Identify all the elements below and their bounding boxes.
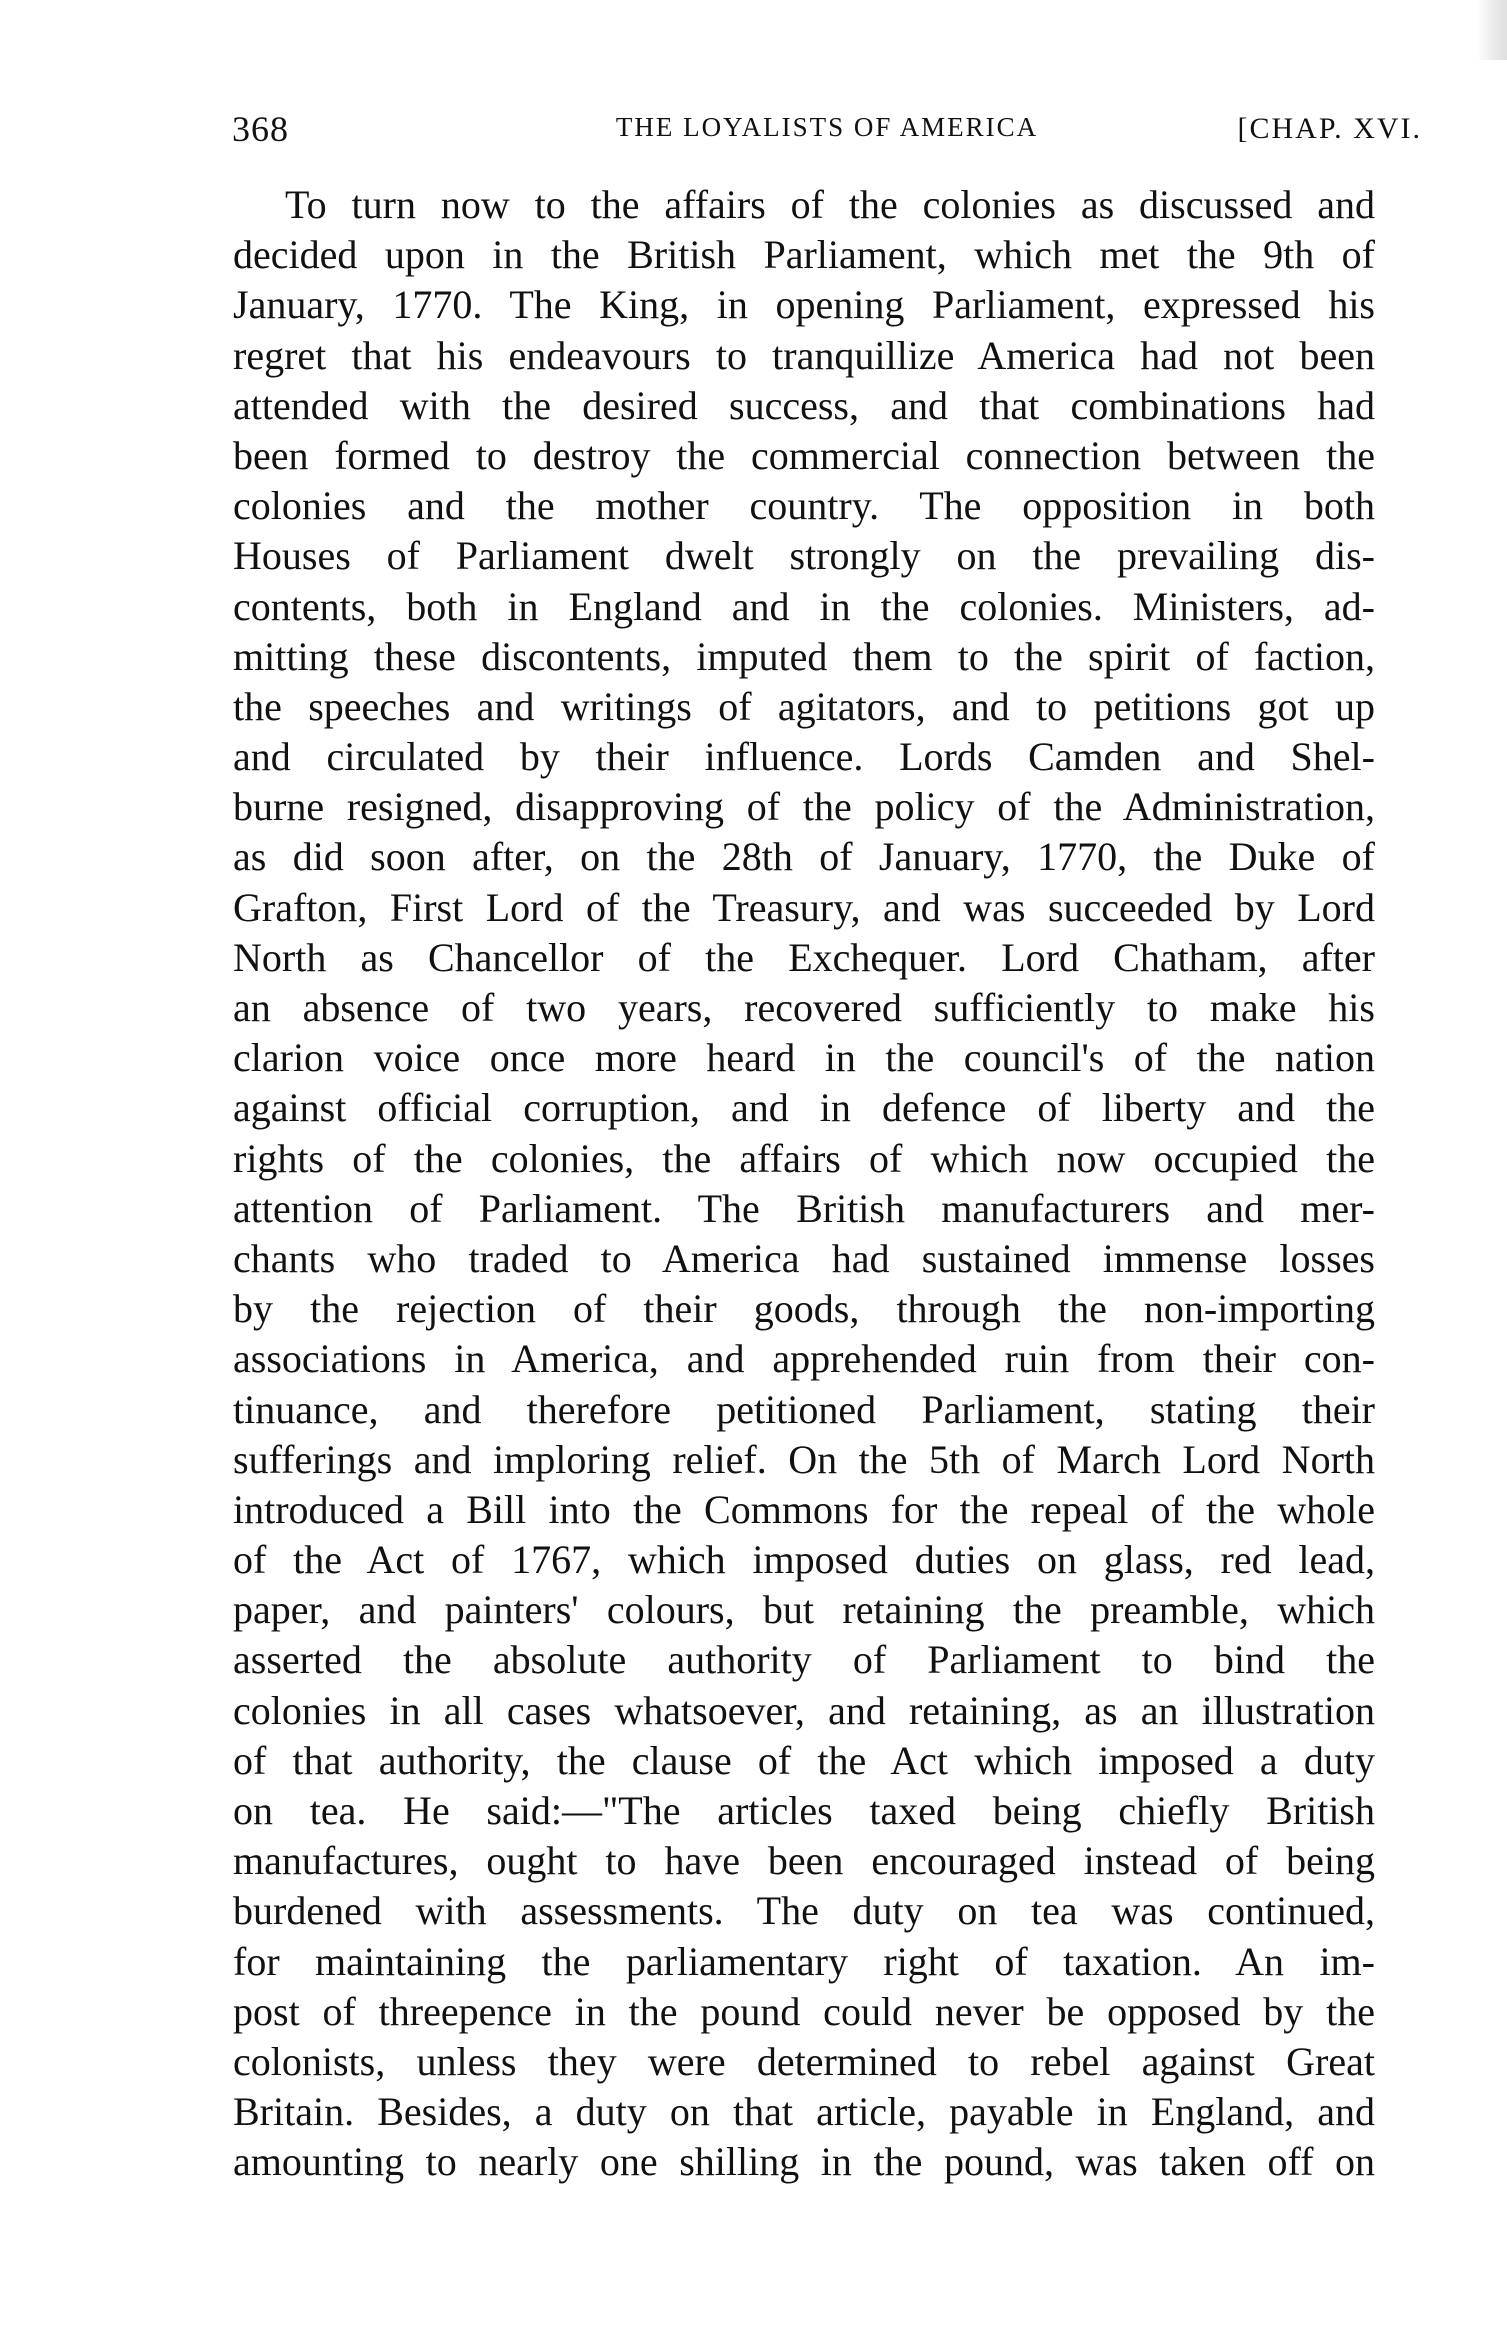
page-number: 368	[232, 109, 289, 149]
text-line: post of threepence in the pound could never be opposed by the	[233, 1988, 1375, 2034]
text-line: attention of Parliament. The British manufacturers and mer-	[233, 1185, 1375, 1231]
text-line: mitting these discontents, imputed them to the spirit of faction,	[233, 633, 1375, 679]
text-line: on tea. He said:—"The articles taxed being chiefly British	[233, 1788, 1375, 1833]
text-line: sufferings and imploring relief. On the 5th of March Lord North	[233, 1436, 1375, 1482]
text-line: burdened with assessments. The duty on tea was continued,	[233, 1888, 1375, 1934]
text-line: colonies in all cases whatsoever, and retaining, as an illustration	[233, 1687, 1375, 1733]
text-line: North as Chancellor of the Exchequer. Lord Chatham, after	[233, 934, 1375, 980]
text-line: clarion voice once more heard in the council's of the nation	[233, 1035, 1375, 1081]
text-line: colonists, unless they were determined to rebel against Great	[233, 2038, 1375, 2084]
text-line: as did soon after, on the 28th of January, 1770, the Duke of	[233, 834, 1375, 880]
text-line: manufactures, ought to have been encouraged instead of being	[233, 1838, 1375, 1884]
text-line: been formed to destroy the commercial connection between the	[233, 432, 1375, 478]
text-line: the speeches and writings of agitators, and to petitions got up	[233, 683, 1375, 729]
body-paragraph	[233, 180, 1375, 2190]
text-line: for maintaining the parliamentary right of taxation. An im-	[233, 1938, 1375, 1984]
page-edge-shadow	[1477, 0, 1507, 60]
text-line: paper, and painters' colours, but retaining the preamble, which	[233, 1587, 1375, 1633]
text-line: attended with the desired success, and that combinations had	[233, 382, 1375, 428]
text-line: introduced a Bill into the Commons for the repeal of the whole	[233, 1486, 1375, 1532]
text-line: amounting to nearly one shilling in the pound, was taken off on	[233, 2139, 1375, 2185]
text-line: colonies and the mother country. The opposition in both	[233, 483, 1375, 529]
text-line: contents, both in England and in the colonies. Ministers, ad-	[233, 583, 1375, 629]
running-title: THE LOYALISTS OF AMERICA	[615, 112, 1039, 142]
text-line: asserted the absolute authority of Parliament to bind the	[233, 1637, 1375, 1683]
text-line: Grafton, First Lord of the Treasury, and was succeeded by Lord	[233, 884, 1375, 930]
text-line: January, 1770. The King, in opening Parliament, expressed his	[233, 282, 1375, 328]
text-line: of the Act of 1767, which imposed duties on glass, red lead,	[233, 1537, 1375, 1583]
text-line: an absence of two years, recovered sufficiently to make his	[233, 985, 1375, 1030]
text-line: associations in America, and apprehended ruin from their con-	[233, 1336, 1375, 1382]
text-line: burne resigned, disapproving of the policy of the Administration,	[233, 784, 1375, 830]
text-line: chants who traded to America had sustained immense losses	[233, 1235, 1375, 1281]
text-line: and circulated by their influence. Lords Camden and Shel-	[233, 734, 1375, 780]
text-line: Houses of Parliament dwelt strongly on the prevailing dis-	[233, 533, 1375, 579]
text-line: To turn now to the affairs of the colonies as discussed and	[285, 182, 1375, 227]
text-line: by the rejection of their goods, through the non-importing	[233, 1286, 1375, 1332]
text-line: of that authority, the clause of the Act which imposed a duty	[233, 1737, 1375, 1783]
text-line: regret that his endeavours to tranquillize America had not been	[233, 332, 1375, 378]
text-line: tinuance, and therefore petitioned Parliament, stating their	[233, 1386, 1375, 1432]
chapter-label: [CHAP. XVI.	[1237, 112, 1422, 145]
text-line: decided upon in the British Parliament, which met the 9th of	[233, 232, 1375, 278]
text-line: rights of the colonies, the affairs of which now occupied the	[233, 1135, 1375, 1181]
text-line: against official corruption, and in defence of liberty and the	[233, 1085, 1375, 1131]
text-line: Britain. Besides, a duty on that article, payable in England, and	[233, 2089, 1375, 2135]
page-header	[232, 108, 1422, 156]
